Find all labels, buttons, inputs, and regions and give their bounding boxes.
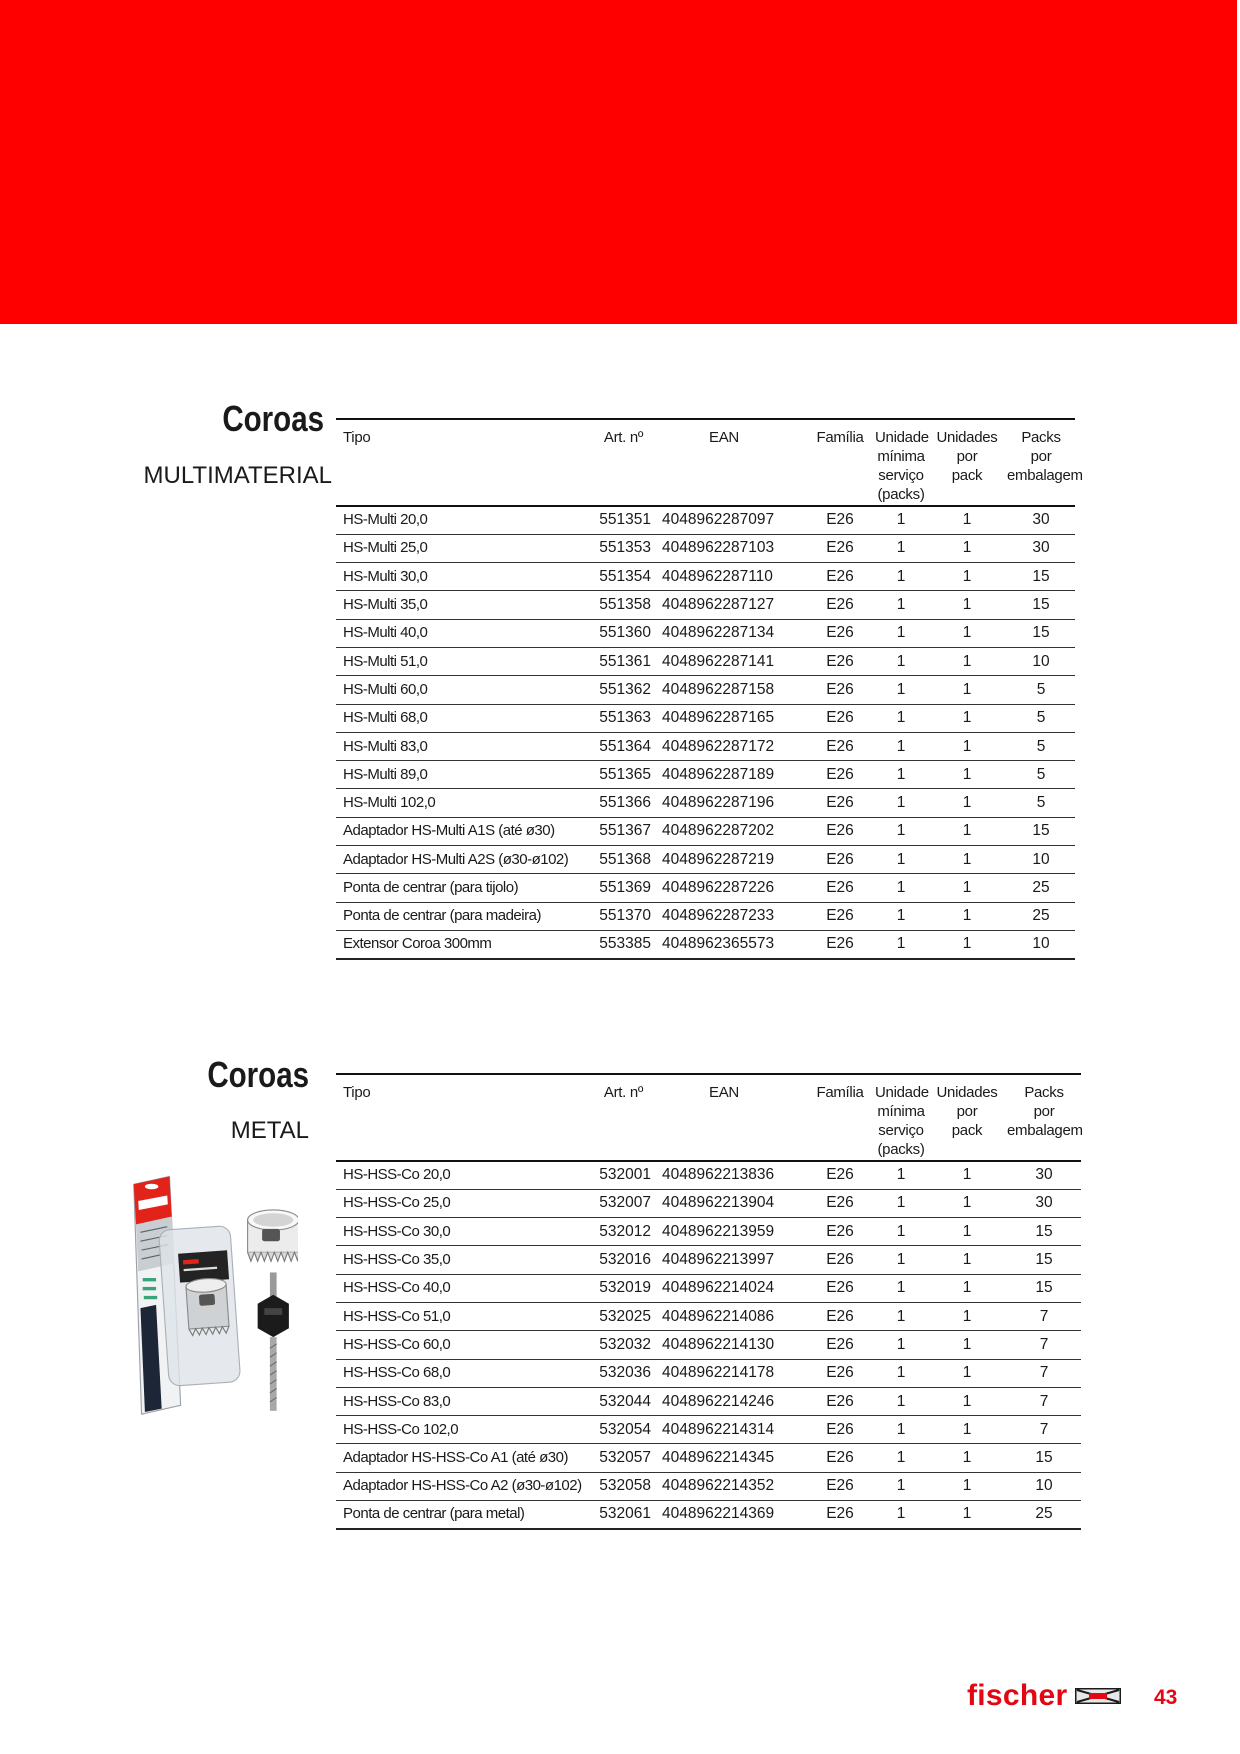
cell-tipo: HS-Multi 102,0 xyxy=(336,789,590,817)
cell-packs-por-embalagem: 10 xyxy=(1007,930,1075,958)
cell-unidade-minima: 1 xyxy=(875,676,927,704)
cell-familia: E26 xyxy=(805,1161,875,1189)
table-row xyxy=(336,874,1075,902)
cell-tipo: HS-HSS-Co 102,0 xyxy=(336,1416,590,1444)
cell-unidade-minima: 1 xyxy=(875,846,927,874)
cell-unidades-por-pack: 1 xyxy=(927,732,1007,760)
product-table-metal xyxy=(336,1073,1081,1530)
cell-art-no: 551365 xyxy=(590,761,657,789)
header-ean: EAN xyxy=(657,1074,805,1161)
cell-unidade-minima: 1 xyxy=(875,789,927,817)
cell-ean: 4048962287103 xyxy=(657,534,805,562)
cell-tipo: HS-Multi 68,0 xyxy=(336,704,590,732)
cell-familia: E26 xyxy=(805,1302,875,1330)
table-row xyxy=(336,789,1075,817)
cell-packs-por-embalagem: 15 xyxy=(1007,817,1075,845)
hang-hole xyxy=(145,1184,158,1190)
cell-art-no: 532016 xyxy=(590,1246,657,1274)
header-familia: Família xyxy=(805,1074,875,1161)
cell-tipo: Adaptador HS-HSS-Co A2 (ø30-ø102) xyxy=(336,1472,590,1500)
cell-unidade-minima: 1 xyxy=(875,1444,927,1472)
cell-packs-por-embalagem: 15 xyxy=(1007,1246,1081,1274)
brand-logo: fischer xyxy=(967,1679,1068,1712)
cell-tipo: HS-HSS-Co 60,0 xyxy=(336,1331,590,1359)
cell-ean: 4048962365573 xyxy=(657,930,805,958)
cell-tipo: HS-HSS-Co 35,0 xyxy=(336,1246,590,1274)
header-art-no: Art. nº xyxy=(590,419,657,506)
cell-unidade-minima: 1 xyxy=(875,591,927,619)
cell-tipo: HS-Multi 35,0 xyxy=(336,591,590,619)
cell-unidades-por-pack: 1 xyxy=(927,1444,1007,1472)
cell-unidades-por-pack: 1 xyxy=(927,704,1007,732)
cell-art-no: 532001 xyxy=(590,1161,657,1189)
cell-art-no: 532044 xyxy=(590,1387,657,1415)
cell-unidades-por-pack: 1 xyxy=(927,1501,1007,1529)
cell-unidade-minima: 1 xyxy=(875,506,927,534)
cell-tipo: HS-Multi 60,0 xyxy=(336,676,590,704)
cell-familia: E26 xyxy=(805,874,875,902)
cell-packs-por-embalagem: 10 xyxy=(1007,1472,1081,1500)
cell-unidade-minima: 1 xyxy=(875,1387,927,1415)
cell-art-no: 551367 xyxy=(590,817,657,845)
table-row xyxy=(336,1501,1081,1529)
cell-ean: 4048962287165 xyxy=(657,704,805,732)
table-body xyxy=(336,506,1075,959)
cell-unidade-minima: 1 xyxy=(875,534,927,562)
cell-familia: E26 xyxy=(805,1359,875,1387)
table-row xyxy=(336,1161,1081,1189)
cell-unidades-por-pack: 1 xyxy=(927,676,1007,704)
cell-tipo: HS-Multi 89,0 xyxy=(336,761,590,789)
cell-art-no: 551364 xyxy=(590,732,657,760)
header-packs-por-embalagem: Packs por embalagem xyxy=(1007,1074,1081,1161)
cell-art-no: 532019 xyxy=(590,1274,657,1302)
arbor-nut xyxy=(258,1295,289,1337)
table-row xyxy=(336,902,1075,930)
cell-ean: 4048962287158 xyxy=(657,676,805,704)
header-familia: Família xyxy=(805,419,875,506)
cell-ean: 4048962213959 xyxy=(657,1218,805,1246)
cell-packs-por-embalagem: 15 xyxy=(1007,619,1075,647)
cell-art-no: 532054 xyxy=(590,1416,657,1444)
cell-packs-por-embalagem: 15 xyxy=(1007,1444,1081,1472)
cell-unidades-por-pack: 1 xyxy=(927,1246,1007,1274)
cell-packs-por-embalagem: 30 xyxy=(1007,506,1075,534)
cell-packs-por-embalagem: 15 xyxy=(1007,1274,1081,1302)
table-row xyxy=(336,846,1075,874)
table-row xyxy=(336,1331,1081,1359)
cell-unidades-por-pack: 1 xyxy=(927,817,1007,845)
cell-ean: 4048962214246 xyxy=(657,1387,805,1415)
cell-tipo: HS-HSS-Co 40,0 xyxy=(336,1274,590,1302)
table-row xyxy=(336,1246,1081,1274)
cell-ean: 4048962213997 xyxy=(657,1246,805,1274)
cell-familia: E26 xyxy=(805,1274,875,1302)
fischer-emblem-icon xyxy=(1075,1688,1121,1704)
table-header-row xyxy=(336,1074,1081,1161)
cell-art-no: 532057 xyxy=(590,1444,657,1472)
cell-ean: 4048962214369 xyxy=(657,1501,805,1529)
cell-familia: E26 xyxy=(805,534,875,562)
cell-tipo: HS-Multi 83,0 xyxy=(336,732,590,760)
cell-ean: 4048962287110 xyxy=(657,563,805,591)
cell-familia: E26 xyxy=(805,930,875,958)
cell-ean: 4048962213836 xyxy=(657,1161,805,1189)
section-subtitle: METAL xyxy=(230,1117,309,1144)
cell-unidades-por-pack: 1 xyxy=(927,534,1007,562)
cell-packs-por-embalagem: 15 xyxy=(1007,563,1075,591)
cell-unidade-minima: 1 xyxy=(875,732,927,760)
section-subtitle: MULTIMATERIAL xyxy=(143,462,332,489)
cell-unidade-minima: 1 xyxy=(875,1416,927,1444)
cell-familia: E26 xyxy=(805,506,875,534)
cell-packs-por-embalagem: 5 xyxy=(1007,789,1075,817)
green-stripes xyxy=(143,1278,158,1299)
cell-art-no: 551358 xyxy=(590,591,657,619)
cell-familia: E26 xyxy=(805,647,875,675)
cell-unidades-por-pack: 1 xyxy=(927,902,1007,930)
cell-unidades-por-pack: 1 xyxy=(927,563,1007,591)
cell-art-no: 551353 xyxy=(590,534,657,562)
cell-unidade-minima: 1 xyxy=(875,902,927,930)
cell-unidades-por-pack: 1 xyxy=(927,619,1007,647)
table-row xyxy=(336,619,1075,647)
cell-unidades-por-pack: 1 xyxy=(927,1359,1007,1387)
table-row xyxy=(336,563,1075,591)
cell-unidade-minima: 1 xyxy=(875,1246,927,1274)
cell-ean: 4048962287196 xyxy=(657,789,805,817)
cell-art-no: 551369 xyxy=(590,874,657,902)
cell-familia: E26 xyxy=(805,619,875,647)
cell-tipo: HS-Multi 20,0 xyxy=(336,506,590,534)
cell-ean: 4048962214086 xyxy=(657,1302,805,1330)
cell-tipo: Extensor Coroa 300mm xyxy=(336,930,590,958)
table-row xyxy=(336,817,1075,845)
cell-familia: E26 xyxy=(805,1472,875,1500)
table-row xyxy=(336,1387,1081,1415)
product-photo-hole-saw-blister xyxy=(128,1172,298,1422)
hole-saw-slot xyxy=(262,1229,280,1241)
cell-tipo: HS-HSS-Co 51,0 xyxy=(336,1302,590,1330)
cell-art-no: 551362 xyxy=(590,676,657,704)
cell-unidades-por-pack: 1 xyxy=(927,1189,1007,1217)
cell-ean: 4048962214352 xyxy=(657,1472,805,1500)
header-tipo: Tipo xyxy=(336,1074,590,1161)
cell-art-no: 551368 xyxy=(590,846,657,874)
table-row xyxy=(336,1302,1081,1330)
cell-art-no: 532012 xyxy=(590,1218,657,1246)
table-row xyxy=(336,1218,1081,1246)
cell-packs-por-embalagem: 25 xyxy=(1007,902,1075,930)
cell-art-no: 532036 xyxy=(590,1359,657,1387)
cell-unidade-minima: 1 xyxy=(875,1161,927,1189)
cell-unidades-por-pack: 1 xyxy=(927,930,1007,958)
cell-tipo: Ponta de centrar (para metal) xyxy=(336,1501,590,1529)
header-ean: EAN xyxy=(657,419,805,506)
cell-unidade-minima: 1 xyxy=(875,1472,927,1500)
cell-ean: 4048962213904 xyxy=(657,1189,805,1217)
cell-ean: 4048962287202 xyxy=(657,817,805,845)
cell-familia: E26 xyxy=(805,1444,875,1472)
cell-packs-por-embalagem: 7 xyxy=(1007,1387,1081,1415)
cell-art-no: 551366 xyxy=(590,789,657,817)
cell-packs-por-embalagem: 5 xyxy=(1007,704,1075,732)
cell-ean: 4048962214130 xyxy=(657,1331,805,1359)
blister-bubble-group xyxy=(159,1226,241,1387)
cell-ean: 4048962214178 xyxy=(657,1359,805,1387)
cell-unidades-por-pack: 1 xyxy=(927,874,1007,902)
cell-art-no: 532058 xyxy=(590,1472,657,1500)
cell-ean: 4048962287219 xyxy=(657,846,805,874)
cell-art-no: 532025 xyxy=(590,1302,657,1330)
section-title: Coroas xyxy=(207,1054,309,1095)
arbor-nut-highlight xyxy=(264,1308,282,1315)
cell-unidades-por-pack: 1 xyxy=(927,506,1007,534)
cell-unidades-por-pack: 1 xyxy=(927,846,1007,874)
cell-ean: 4048962214024 xyxy=(657,1274,805,1302)
cell-tipo: Adaptador HS-Multi A1S (até ø30) xyxy=(336,817,590,845)
cell-tipo: HS-Multi 51,0 xyxy=(336,647,590,675)
arbor xyxy=(258,1272,289,1410)
cell-unidades-por-pack: 1 xyxy=(927,591,1007,619)
table-row xyxy=(336,591,1075,619)
blister-label xyxy=(178,1250,229,1282)
table-row xyxy=(336,1416,1081,1444)
cell-packs-por-embalagem: 10 xyxy=(1007,647,1075,675)
cell-unidade-minima: 1 xyxy=(875,817,927,845)
cell-ean: 4048962287127 xyxy=(657,591,805,619)
cell-familia: E26 xyxy=(805,817,875,845)
cell-packs-por-embalagem: 15 xyxy=(1007,1218,1081,1246)
cell-familia: E26 xyxy=(805,732,875,760)
cell-ean: 4048962287233 xyxy=(657,902,805,930)
cell-unidades-por-pack: 1 xyxy=(927,1274,1007,1302)
cell-packs-por-embalagem: 30 xyxy=(1007,1161,1081,1189)
cell-ean: 4048962287172 xyxy=(657,732,805,760)
header-unidades-por-pack: Unidades por pack xyxy=(927,419,1007,506)
cell-unidades-por-pack: 1 xyxy=(927,789,1007,817)
hole-saw xyxy=(248,1210,298,1261)
cell-familia: E26 xyxy=(805,1331,875,1359)
cell-packs-por-embalagem: 30 xyxy=(1007,1189,1081,1217)
cell-familia: E26 xyxy=(805,1501,875,1529)
cell-packs-por-embalagem: 7 xyxy=(1007,1359,1081,1387)
table-body xyxy=(336,1161,1081,1529)
cell-packs-por-embalagem: 5 xyxy=(1007,761,1075,789)
cell-familia: E26 xyxy=(805,704,875,732)
cell-tipo: Adaptador HS-Multi A2S (ø30-ø102) xyxy=(336,846,590,874)
cell-ean: 4048962287141 xyxy=(657,647,805,675)
cell-familia: E26 xyxy=(805,902,875,930)
cell-unidades-por-pack: 1 xyxy=(927,761,1007,789)
table-row xyxy=(336,761,1075,789)
table-row xyxy=(336,732,1075,760)
cell-familia: E26 xyxy=(805,1246,875,1274)
cell-familia: E26 xyxy=(805,1416,875,1444)
cell-ean: 4048962214314 xyxy=(657,1416,805,1444)
cell-unidades-por-pack: 1 xyxy=(927,1331,1007,1359)
table-row xyxy=(336,1472,1081,1500)
cell-unidade-minima: 1 xyxy=(875,1501,927,1529)
boxed-hole-saw-slot xyxy=(199,1294,215,1306)
cell-unidades-por-pack: 1 xyxy=(927,1302,1007,1330)
cell-ean: 4048962287097 xyxy=(657,506,805,534)
cell-art-no: 551361 xyxy=(590,647,657,675)
cell-ean: 4048962287189 xyxy=(657,761,805,789)
cell-unidades-por-pack: 1 xyxy=(927,1161,1007,1189)
section-title: Coroas xyxy=(222,398,324,439)
cell-ean: 4048962214345 xyxy=(657,1444,805,1472)
cell-art-no: 551363 xyxy=(590,704,657,732)
cell-ean: 4048962287226 xyxy=(657,874,805,902)
cell-tipo: HS-HSS-Co 30,0 xyxy=(336,1218,590,1246)
cell-unidade-minima: 1 xyxy=(875,761,927,789)
cell-tipo: Ponta de centrar (para madeira) xyxy=(336,902,590,930)
cell-tipo: HS-Multi 40,0 xyxy=(336,619,590,647)
cell-packs-por-embalagem: 10 xyxy=(1007,846,1075,874)
table-row xyxy=(336,534,1075,562)
cell-packs-por-embalagem: 7 xyxy=(1007,1331,1081,1359)
cell-art-no: 532007 xyxy=(590,1189,657,1217)
header-art-no: Art. nº xyxy=(590,1074,657,1161)
cell-unidade-minima: 1 xyxy=(875,1218,927,1246)
header-packs-por-embalagem: Packs por embalagem xyxy=(1007,419,1075,506)
cell-unidade-minima: 1 xyxy=(875,619,927,647)
cell-tipo: HS-Multi 25,0 xyxy=(336,534,590,562)
cell-art-no: 532032 xyxy=(590,1331,657,1359)
cell-tipo: HS-HSS-Co 20,0 xyxy=(336,1161,590,1189)
cell-tipo: HS-HSS-Co 25,0 xyxy=(336,1189,590,1217)
cell-unidade-minima: 1 xyxy=(875,930,927,958)
cell-art-no: 551351 xyxy=(590,506,657,534)
cell-familia: E26 xyxy=(805,1218,875,1246)
cell-packs-por-embalagem: 25 xyxy=(1007,1501,1081,1529)
cell-unidade-minima: 1 xyxy=(875,647,927,675)
hole-saw-teeth xyxy=(248,1252,298,1261)
cell-art-no: 553385 xyxy=(590,930,657,958)
cell-unidade-minima: 1 xyxy=(875,1189,927,1217)
cell-familia: E26 xyxy=(805,1189,875,1217)
cell-packs-por-embalagem: 7 xyxy=(1007,1416,1081,1444)
cell-unidades-por-pack: 1 xyxy=(927,647,1007,675)
table-row xyxy=(336,1359,1081,1387)
table-row xyxy=(336,506,1075,534)
cell-unidade-minima: 1 xyxy=(875,563,927,591)
cell-packs-por-embalagem: 5 xyxy=(1007,676,1075,704)
table-row xyxy=(336,704,1075,732)
cell-unidade-minima: 1 xyxy=(875,1331,927,1359)
cell-familia: E26 xyxy=(805,789,875,817)
cell-unidade-minima: 1 xyxy=(875,704,927,732)
cell-packs-por-embalagem: 30 xyxy=(1007,534,1075,562)
cell-packs-por-embalagem: 15 xyxy=(1007,591,1075,619)
table-row xyxy=(336,1444,1081,1472)
header-banner xyxy=(0,0,1237,324)
cell-familia: E26 xyxy=(805,591,875,619)
cell-tipo: HS-HSS-Co 68,0 xyxy=(336,1359,590,1387)
cell-familia: E26 xyxy=(805,676,875,704)
cell-packs-por-embalagem: 5 xyxy=(1007,732,1075,760)
cell-art-no: 551360 xyxy=(590,619,657,647)
cell-unidades-por-pack: 1 xyxy=(927,1472,1007,1500)
header-unidade-minima: Unidade mínima serviço (packs) xyxy=(875,1074,927,1161)
cell-familia: E26 xyxy=(805,761,875,789)
cell-art-no: 551354 xyxy=(590,563,657,591)
header-unidades-por-pack: Unidades por pack xyxy=(927,1074,1007,1161)
cell-tipo: HS-Multi 30,0 xyxy=(336,563,590,591)
cell-unidades-por-pack: 1 xyxy=(927,1218,1007,1246)
cell-tipo: Ponta de centrar (para tijolo) xyxy=(336,874,590,902)
page-number: 43 xyxy=(1154,1686,1178,1709)
cell-tipo: HS-HSS-Co 83,0 xyxy=(336,1387,590,1415)
cell-unidades-por-pack: 1 xyxy=(927,1387,1007,1415)
table-row xyxy=(336,930,1075,958)
table-row xyxy=(336,676,1075,704)
header-tipo: Tipo xyxy=(336,419,590,506)
cell-art-no: 532061 xyxy=(590,1501,657,1529)
hole-saw-inner xyxy=(253,1213,293,1226)
cell-unidade-minima: 1 xyxy=(875,1274,927,1302)
cell-familia: E26 xyxy=(805,846,875,874)
cell-familia: E26 xyxy=(805,1387,875,1415)
cell-unidades-por-pack: 1 xyxy=(927,1416,1007,1444)
cell-ean: 4048962287134 xyxy=(657,619,805,647)
table-row xyxy=(336,1274,1081,1302)
cell-unidade-minima: 1 xyxy=(875,874,927,902)
cell-tipo: Adaptador HS-HSS-Co A1 (até ø30) xyxy=(336,1444,590,1472)
table-row xyxy=(336,647,1075,675)
cell-familia: E26 xyxy=(805,563,875,591)
product-table-multimaterial xyxy=(336,418,1083,960)
cell-art-no: 551370 xyxy=(590,902,657,930)
cell-packs-por-embalagem: 7 xyxy=(1007,1302,1081,1330)
cell-unidade-minima: 1 xyxy=(875,1302,927,1330)
header-unidade-minima: Unidade mínima serviço (packs) xyxy=(875,419,927,506)
cell-packs-por-embalagem: 25 xyxy=(1007,874,1075,902)
cell-unidade-minima: 1 xyxy=(875,1359,927,1387)
table-header-row xyxy=(336,419,1075,506)
table-row xyxy=(336,1189,1081,1217)
arbor-shank xyxy=(270,1272,277,1297)
emblem-center xyxy=(1089,1693,1107,1699)
